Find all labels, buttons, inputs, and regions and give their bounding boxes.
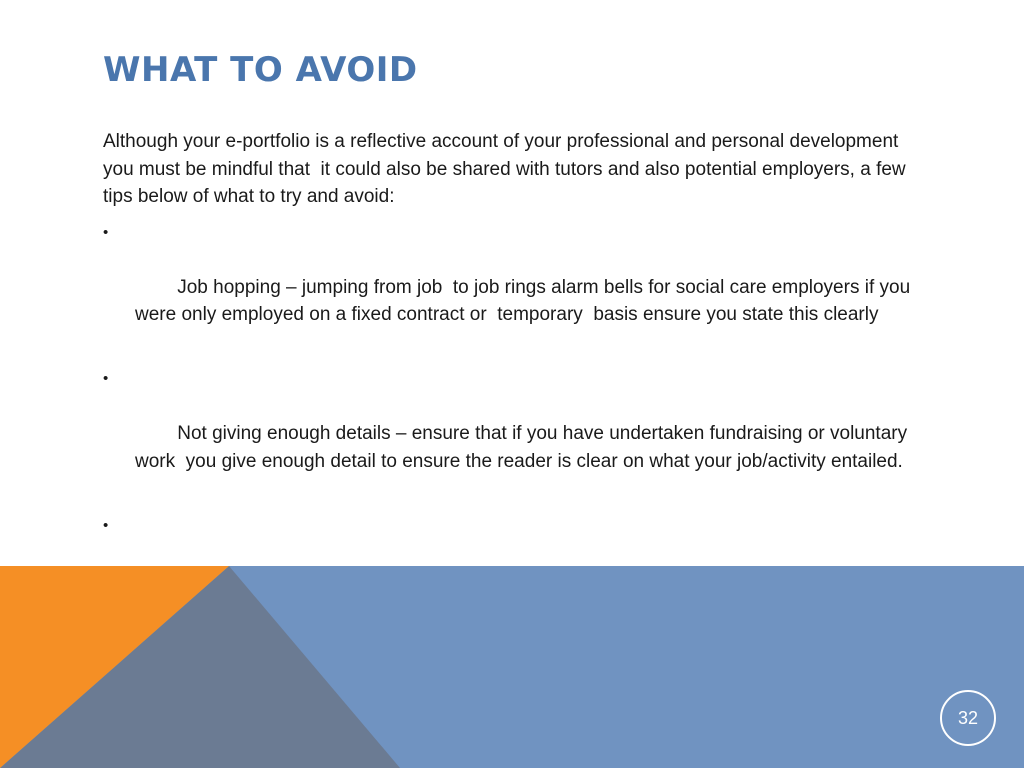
footer-shapes <box>0 566 1024 768</box>
bullet-item <box>103 219 933 357</box>
bullet-dot-icon: • <box>103 223 109 241</box>
bullet-item <box>103 365 933 503</box>
footer-graphic <box>0 566 1024 768</box>
page-number-badge <box>940 690 996 746</box>
bullet-text: Job hopping – jumping from job to job rings alarm bells for social care employers if you were only employed on a fixed contract or temporary basis ensure you state this clearly <box>135 276 916 325</box>
intro-paragraph: Although your e-portfolio is a reflective account of your professional and personal development you must be mindful that it could also be shared with tutors and also potential employers, a few tips below of what to try and avoid: <box>103 131 911 207</box>
page-number: 32 <box>957 707 979 728</box>
bullet-dot-icon: • <box>103 370 109 387</box>
bullet-dot-icon: • <box>103 516 109 534</box>
bullet-text: Not giving enough details – ensure that if you have undertaken fundraising or voluntary work you give enough detail to ensure the reader is clear on what your job/activity entailed. <box>135 423 913 472</box>
slide-title: WHAT TO AVOID <box>103 50 418 90</box>
